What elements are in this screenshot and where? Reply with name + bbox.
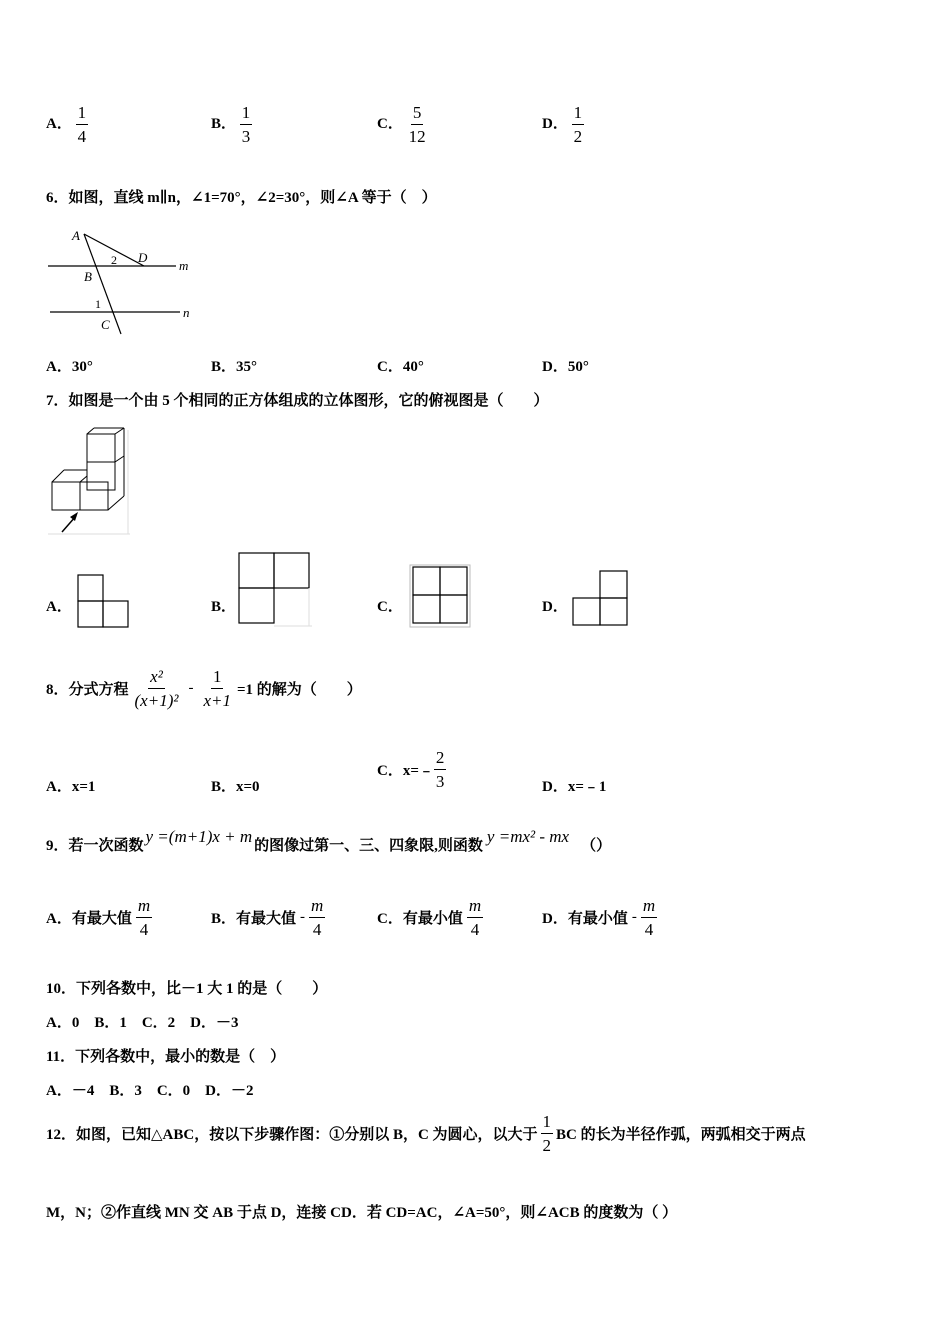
q10-options[interactable]: A．0 B．1 C．2 D．－3: [46, 1015, 239, 1031]
q6-figure-parallel-lines: [46, 222, 206, 337]
option-label: D．: [542, 115, 568, 132]
option-label: B．有最大值: [211, 911, 297, 927]
q7-option-a[interactable]: [46, 595, 72, 616]
q9-stem: [46, 827, 612, 855]
label-angle-2: 2: [111, 253, 117, 267]
minus-sign: -: [300, 909, 306, 925]
fraction: $\frac{m}{4}$: [468, 896, 482, 939]
q9-option-d[interactable]: [542, 897, 657, 938]
q7-option-d-figure: [570, 569, 630, 629]
option-label: B．: [211, 115, 237, 132]
q6-stem: 6．如图，直线 m∥n，∠1=70°，∠2=30°，则∠A 等于（ ）: [46, 190, 437, 206]
q7-option-c[interactable]: [377, 595, 403, 616]
q9-option-c[interactable]: [377, 897, 483, 938]
option-label: A．: [46, 599, 72, 615]
q12-text-a: 12．如图，已知△ABC，按以下步骤作图：①分别以 B，C 为圆心，以大于: [46, 1127, 538, 1143]
option-label: C．有最小值: [377, 911, 463, 927]
q8-fraction-2: $\frac{1}{x+1}$: [203, 667, 231, 710]
q6-option-d[interactable]: D．50°: [542, 359, 589, 375]
q12-line-1: [46, 1113, 806, 1154]
label-n: n: [183, 305, 190, 320]
q7-option-c-figure: [409, 564, 471, 628]
q8-stem: [46, 668, 362, 709]
q8-option-d[interactable]: D．x=﹣1: [542, 779, 607, 795]
q11-options[interactable]: A．－4 B．3 C．0 D．－2: [46, 1083, 254, 1099]
option-label: C．x=﹣: [377, 763, 434, 779]
fraction: $\frac{m}{4}$: [642, 896, 656, 939]
fraction: $\frac{m}{4}$: [311, 896, 324, 939]
fraction: $\frac{5}{12}$: [408, 103, 426, 146]
q9-middle: 的图像过第一、三、四象限,则函数: [254, 838, 483, 854]
q9-option-a[interactable]: [46, 897, 152, 938]
label-c: C: [101, 317, 110, 332]
fraction-half: $\frac{1}{2}$: [542, 1112, 552, 1155]
q11-stem: 11．下列各数中，最小的数是（ ）: [46, 1049, 286, 1065]
q7-stem: 7．如图是一个由 5 个相同的正方体组成的立体图形，它的俯视图是（ ）: [46, 393, 549, 409]
q8-option-c[interactable]: [377, 749, 446, 790]
fraction: $\frac{1}{3}$: [241, 103, 251, 146]
q7-figure-cubes: [46, 426, 132, 538]
option-label: D．: [542, 599, 568, 615]
q6-option-b[interactable]: B．35°: [211, 359, 258, 375]
minus-sign: -: [188, 680, 194, 696]
q5-option-c[interactable]: [377, 104, 428, 145]
option-label: C．: [377, 115, 403, 132]
q8-option-a[interactable]: A．x=1: [46, 779, 96, 795]
q12-text-b: BC 的长为半径作弧，两弧相交于两点: [556, 1127, 806, 1143]
q9-prefix: 9．若一次函数: [46, 838, 144, 854]
fraction: $\frac{1}{4}$: [77, 103, 87, 146]
q5-option-b[interactable]: [211, 104, 252, 145]
q8-option-b[interactable]: B．x=0: [211, 779, 260, 795]
option-label: A．有最大值: [46, 911, 132, 927]
option-label: D．有最小值: [542, 911, 628, 927]
minus-sign: -: [631, 909, 637, 925]
q9-suffix: （）: [581, 838, 612, 854]
q8-suffix: =1 的解为（ ）: [236, 682, 362, 698]
q6-option-c[interactable]: C．40°: [377, 359, 424, 375]
fraction: $\frac{2}{3}$: [435, 748, 445, 791]
q7-option-b[interactable]: [211, 595, 236, 616]
q6-option-a[interactable]: A．30°: [46, 359, 93, 375]
q9-option-b[interactable]: [211, 897, 325, 938]
option-label: A．: [46, 115, 72, 132]
q12-line-2: M，N；②作直线 MN 交 AB 于点 D，连接 CD．若 CD=AC，∠A=50°，则∠ACB 的度数为（ ）: [46, 1205, 678, 1221]
fraction: $\frac{m}{4}$: [137, 896, 151, 939]
q8-fraction-1: $\frac{\text{x²}}{\text{(x+1)²}}$: [134, 667, 179, 710]
label-d: D: [138, 250, 148, 265]
q7-option-d[interactable]: [542, 595, 568, 616]
label-a: A: [72, 228, 80, 243]
q10-stem: 10．下列各数中，比－1 大 1 的是（ ）: [46, 981, 328, 997]
q5-option-d[interactable]: [542, 104, 584, 145]
q7-option-b-figure: [238, 552, 314, 628]
q7-option-a-figure: [77, 573, 131, 629]
fraction: $\frac{1}{2}$: [573, 103, 583, 146]
label-b: B: [84, 269, 92, 284]
option-label: C．: [377, 599, 403, 615]
q5-option-a[interactable]: [46, 104, 88, 145]
option-label: B．: [211, 599, 237, 615]
q8-prefix: 8．分式方程: [46, 682, 129, 698]
label-angle-1: 1: [95, 297, 101, 311]
q9-function-2: y =mx² - mx: [486, 827, 570, 846]
label-m: m: [179, 258, 189, 273]
q9-function-1: y =(m+1)x + m: [145, 827, 253, 846]
